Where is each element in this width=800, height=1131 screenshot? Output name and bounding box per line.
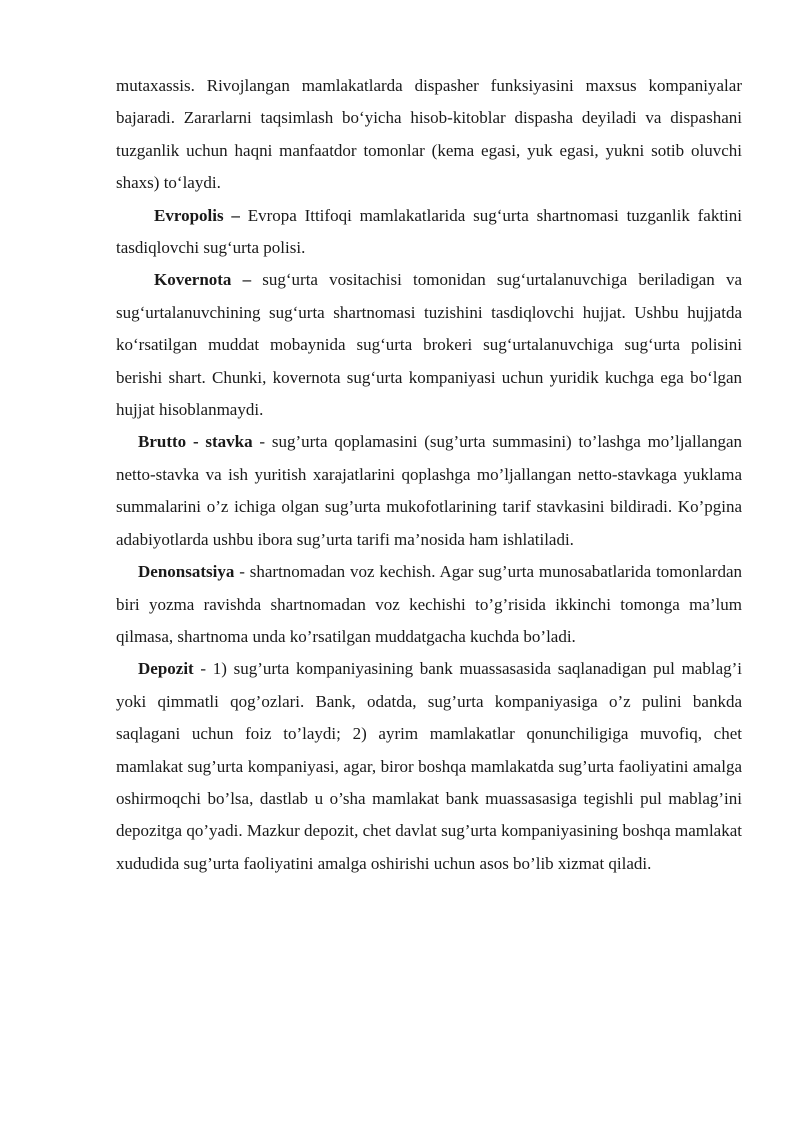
document-page: [116, 70, 742, 880]
definition-term: Depozit: [138, 659, 194, 679]
definition-separator: [251, 270, 262, 289]
definition-text: shartnomadan voz kechish. Agar sug’urta munosabatlarida tomonlardan biri yozma ravishda shartnomadan voz kechishi to’g’risida ikkinchi tomonga ma’lum qilmasa, shartnoma unda ko’rsatilgan muddatgacha kuchda bo’ladi.: [116, 562, 743, 646]
paragraph-text: mutaxassis. Rivojlangan mamlakatlarda dispasher funksiyasini maxsus kompaniyalar bajaradi. Zararlarni taqsimlash bo‘yicha hisob-kitoblar dispasha deyiladi va dispashani tuzganlik uchun haqni manfaatdor tomonlar (kema egasi, yuk egasi, yukni sotib oluvchi shaxs) to‘laydi.: [116, 76, 742, 193]
definition-depozit: [116, 653, 742, 880]
definition-separator: [240, 206, 248, 225]
definition-separator: -: [193, 659, 213, 679]
definition-kovernota: [116, 264, 742, 426]
definition-text: sug’urta qoplamasini (sug’urta summasini) to’lashga mo’ljallangan netto-stavka va ish yuritish xarajatlarini qoplashga mo’ljallangan netto-stavkaga yuklama summalarini o’z ichiga olgan sug’urta mukofotlarining tarif stavkasini bildiradi. Ko’pgina adabiyotlarda ushbu ibora sug’urta tarifi ma’nosida ham ishlatiladi.: [116, 432, 742, 549]
definition-term: Brutto - stavka: [138, 432, 253, 452]
definition-text: sug‘urta vositachisi tomonidan sug‘urtalanuvchiga beriladigan va sug‘urtalanuvchining sug‘urta shartnomasi tuzishini tasdiqlovchi hujjat. Ushbu hujjatda ko‘rsatilgan muddat mobaynida sug‘urta brokeri sug‘urtalanuvchiga sug‘urta polisini berishi shart. Chunki, kovernota sug‘urta kompaniyasi uchun yuridik kuchga ega bo‘lgan hujjat hisoblanmaydi.: [116, 270, 743, 420]
paragraph-continuation: [116, 70, 742, 200]
definition-separator: -: [234, 562, 250, 582]
definition-brutto-stavka: [116, 426, 742, 556]
definition-term: Evropolis –: [154, 205, 240, 225]
definition-text: Evropa Ittifoqi mamlakatlarida sug‘urta shartnomasi tuzganlik faktini tasdiqlovchi sug‘urta polisi.: [116, 205, 742, 258]
definition-term: Denonsatsiya: [138, 562, 235, 582]
definition-separator: -: [252, 432, 272, 452]
definition-denonsatsiya: [116, 556, 742, 653]
definition-text: 1) sug’urta kompaniyasining bank muassasasida saqlanadigan pul mablag’i yoki qimmatli qog’ozlari. Bank, odatda, sug’urta kompaniyasiga o’z pulini bankda saqlagani uchun foiz to’laydi; 2) ayrim mamlakatlar qonunchiligiga muvofiq, chet mamlakat sug’urta kompaniyasi, agar, biror boshqa mamlakatda sug’urta faoliyatini amalga oshirmoqchi bo’lsa, dastlab u o’sha mamlakat bank muassasasiga tegishli pul mablag’ini depozitga qo’yadi. Mazkur depozit, chet davlat sug’urta kompaniyasining boshqa mamlakat xududida sug’urta faoliyatini amalga oshirishi uchun asos bo’lib xizmat qiladi.: [116, 659, 742, 873]
definition-evropolis: [116, 200, 742, 265]
definition-term: Kovernota –: [154, 270, 252, 290]
